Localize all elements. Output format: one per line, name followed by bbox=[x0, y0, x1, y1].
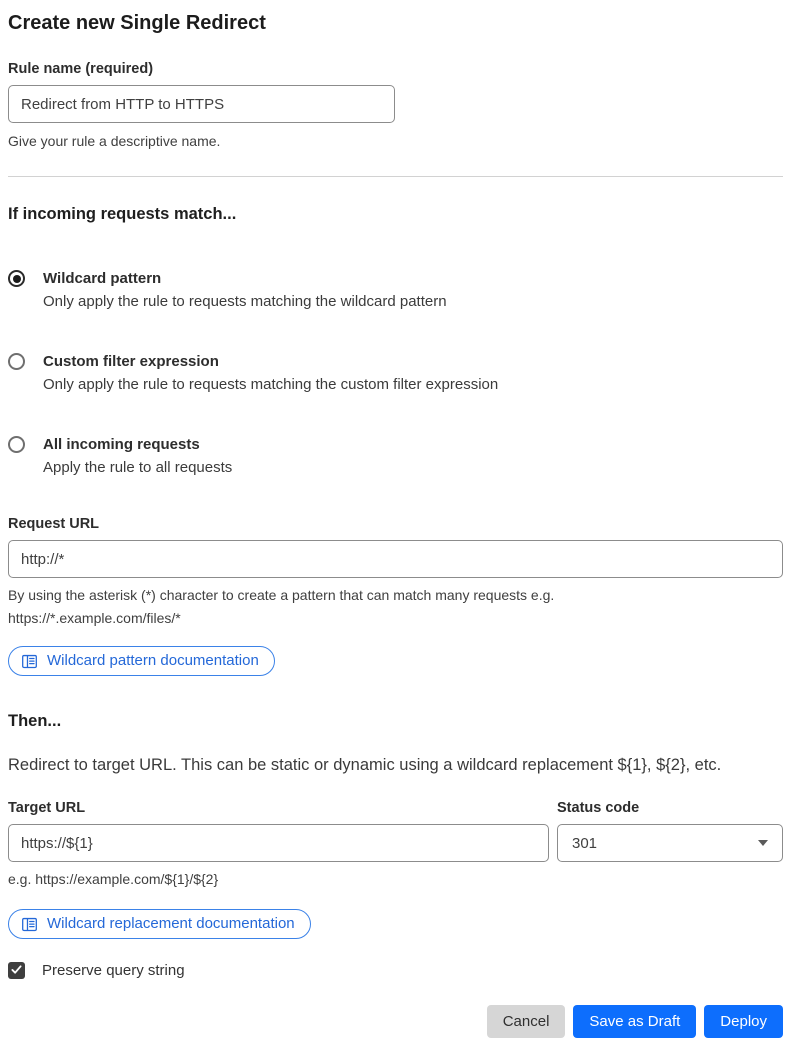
section-divider bbox=[8, 176, 783, 177]
radio-option-wildcard-pattern[interactable] bbox=[8, 267, 783, 313]
radio-description: Only apply the rule to requests matching the custom filter expression bbox=[43, 376, 499, 393]
target-url-field bbox=[8, 799, 549, 891]
request-url-label: Request URL bbox=[8, 516, 100, 532]
status-code-selected-value: 301 bbox=[572, 834, 598, 852]
status-code-label: Status code bbox=[557, 800, 640, 816]
status-code-field bbox=[557, 799, 783, 891]
request-url-helper-line-2: https://*.example.com/files/* bbox=[8, 610, 181, 626]
request-url-helper-line-1: By using the asterisk (*) character to create a pattern that can match many requests e.g. bbox=[8, 587, 555, 603]
match-type-radio-group bbox=[8, 267, 783, 479]
radio-button-all-incoming-requests[interactable] bbox=[8, 436, 25, 453]
rule-name-helper: Give your rule a descriptive name. bbox=[8, 133, 221, 149]
radio-button-wildcard-pattern[interactable] bbox=[8, 270, 25, 287]
radio-description: Only apply the rule to requests matching the wildcard pattern bbox=[43, 293, 447, 310]
match-section-heading: If incoming requests match... bbox=[8, 205, 237, 223]
page-title: Create new Single Redirect bbox=[8, 12, 266, 34]
doc-button-label: Wildcard replacement documentation bbox=[47, 915, 295, 932]
target-url-input[interactable] bbox=[8, 824, 549, 862]
preserve-query-string-label: Preserve query string bbox=[42, 962, 185, 979]
cancel-button[interactable]: Cancel bbox=[487, 1005, 566, 1038]
request-url-input[interactable] bbox=[8, 540, 783, 578]
radio-label: Wildcard pattern bbox=[43, 270, 162, 287]
deploy-button[interactable]: Deploy bbox=[704, 1005, 783, 1038]
target-url-helper: e.g. https://example.com/${1}/${2} bbox=[8, 871, 219, 887]
save-as-draft-button[interactable]: Save as Draft bbox=[573, 1005, 696, 1038]
status-code-select[interactable] bbox=[557, 824, 783, 862]
wildcard-replacement-documentation-button[interactable] bbox=[8, 909, 311, 939]
radio-option-all-incoming-requests[interactable] bbox=[8, 433, 783, 479]
target-url-status-row bbox=[8, 799, 783, 891]
request-url-helper bbox=[8, 584, 783, 630]
radio-description: Apply the rule to all requests bbox=[43, 459, 233, 476]
preserve-query-string-row[interactable] bbox=[8, 962, 783, 979]
radio-label: All incoming requests bbox=[43, 436, 200, 453]
preserve-query-string-checkbox[interactable] bbox=[8, 962, 25, 979]
open-book-icon bbox=[21, 916, 38, 933]
radio-texts bbox=[43, 433, 232, 479]
radio-texts bbox=[43, 350, 498, 396]
open-book-icon bbox=[21, 653, 38, 670]
footer-actions bbox=[8, 1005, 783, 1038]
target-url-label: Target URL bbox=[8, 800, 86, 816]
doc-button-label: Wildcard pattern documentation bbox=[47, 652, 259, 669]
radio-button-custom-filter-expression[interactable] bbox=[8, 353, 25, 370]
then-section-description: Redirect to target URL. This can be static or dynamic using a wildcard replacement ${1}, ${2}, etc. bbox=[8, 756, 722, 774]
rule-name-input[interactable] bbox=[8, 85, 395, 123]
rule-name-label: Rule name (required) bbox=[8, 61, 154, 77]
radio-option-custom-filter-expression[interactable] bbox=[8, 350, 783, 396]
wildcard-pattern-documentation-button[interactable] bbox=[8, 646, 275, 676]
checkmark-icon bbox=[11, 962, 22, 980]
then-section-heading: Then... bbox=[8, 712, 62, 730]
radio-texts bbox=[43, 267, 447, 313]
radio-label: Custom filter expression bbox=[43, 353, 219, 370]
chevron-down-icon bbox=[758, 840, 768, 846]
